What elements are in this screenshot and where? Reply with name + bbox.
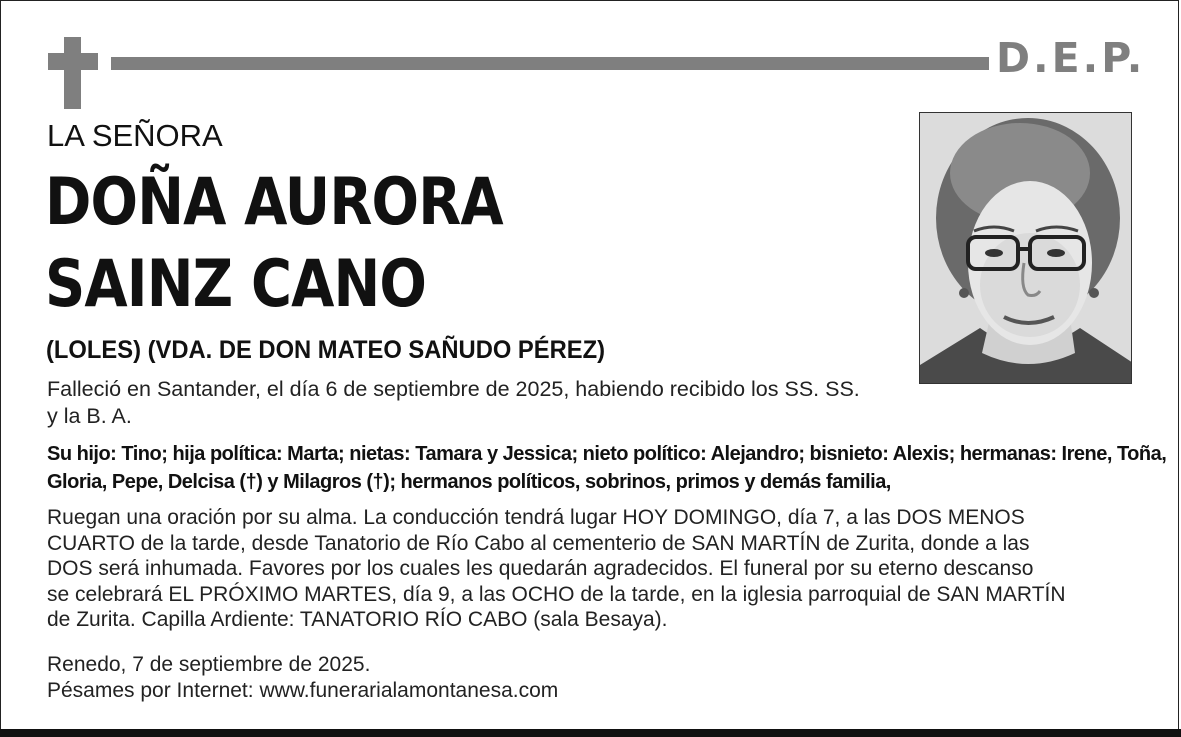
deceased-name-line2: SAINZ CANO <box>45 247 427 322</box>
dep-label: D.E.P. <box>996 34 1146 82</box>
cross-icon <box>64 37 81 109</box>
family-list: Su hijo: Tino; hija política: Marta; nietas: Tamara y Jessica; nieto político: Alejandro; bisnieto: Alexis; hermanas: Irene, Toña, Gloria, Pepe, Delcisa (†) y Milagros (†); hermanos políticos, sobrinos, primos y demás familia, <box>47 443 1167 493</box>
portrait-photo <box>919 112 1132 384</box>
condolences-web: Pésames por Internet: www.funerarialamontanesa.com <box>47 679 559 702</box>
deceased-alias: (LOLES) (VDA. DE DON MATEO SAÑUDO PÉREZ) <box>46 336 606 364</box>
place-date: Renedo, 7 de septiembre de 2025. <box>47 653 371 676</box>
deceased-name-line1: DOÑA AURORA <box>45 165 503 240</box>
funeral-line: de Zurita. Capilla Ardiente: TANATORIO RÍO CABO (sala Besaya). <box>47 608 668 631</box>
funeral-line: Ruegan una oración por su alma. La conducción tendrá lugar HOY DOMINGO, día 7, a las DOS MENOS <box>47 506 1025 529</box>
header-rule <box>111 57 989 70</box>
death-line: y la B. A. <box>47 404 132 428</box>
funeral-line: se celebrará EL PRÓXIMO MARTES, día 9, a las OCHO de la tarde, en la iglesia parroquial de SAN MARTÍN <box>47 582 1066 606</box>
intro-title: LA SEÑORA <box>47 118 223 153</box>
bottom-bar <box>0 729 1181 737</box>
death-line: Falleció en Santander, el día 6 de septiembre de 2025, habiendo recibido los SS. SS. <box>47 377 860 401</box>
death-statement <box>47 376 907 430</box>
funeral-line: DOS será inhumada. Favores por los cuales les quedarán agradecidos. El funeral por su eterno descanso <box>47 557 1034 580</box>
funeral-details <box>47 505 1137 633</box>
cross-icon-bar <box>48 53 98 70</box>
portrait-image <box>920 113 1132 384</box>
funeral-line: CUARTO de la tarde, desde Tanatorio de Río Cabo al cementerio de SAN MARTÍN de Zurita, donde a las <box>47 531 1030 555</box>
